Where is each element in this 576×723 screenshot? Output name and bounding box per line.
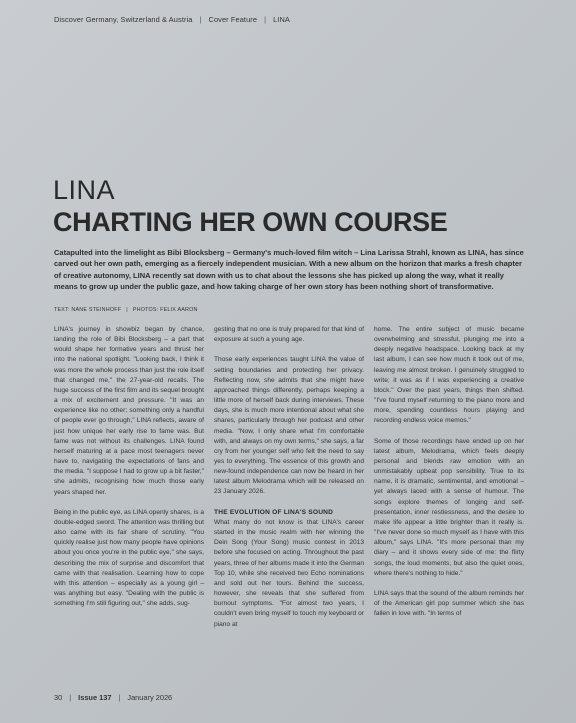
paragraph: Being in the public eye, as LINA openly shares, is a double-edged sword. The attention was thrilling but also came with its fair share of scrutiny. "You quickly realise just how many people have opinions about you once you're in the public eye," she says, describing the mix of surprise and discomfort that came with that realisation. Learning how to cope with this attention – especially as a young girl – was anything but easy. "Dealing with the public is something I'm still figuring out," she adds, sug- bbox=[54, 508, 204, 608]
article-title: CHARTING HER OWN COURSE bbox=[53, 207, 448, 237]
paragraph: home. The entire subject of music became overwhelming and stressful, plunging me into a deeply negative headspace. Looking back at my last album, I can see how much it took out of me, leaving me almost broken. I genuinely struggled to write; it was as if I was experiencing a creative block." Over the past years, things then shifted. "I've found myself returning to the piano more and more, spending countless hours playing and recording endless voice memos." bbox=[374, 326, 524, 425]
header-divider: | bbox=[264, 15, 267, 24]
standfirst: Catapulted into the limelight as Bibi Blocksberg – Germany's much-loved film witch – Lina Larissa Strahl, known as LINA, has since carved out her own path, emerging as a fiercely independent musician. With a new album on the horizon that marks a fresh chapter of creative autonomy, LINA recently sat down with us to chat about the lessons she has picked up along the way, what it really means to grow up under the public gaze, and how taking charge of her own story has been nothing short of transformative. bbox=[54, 248, 524, 292]
page-number: 30 bbox=[54, 693, 63, 702]
artist-name: LINA bbox=[53, 175, 116, 205]
running-header bbox=[54, 15, 290, 24]
credits-divider: | bbox=[126, 307, 128, 313]
article-column-1 bbox=[54, 325, 204, 620]
header-topic: LINA bbox=[273, 15, 290, 24]
header-divider: | bbox=[199, 15, 202, 24]
header-section: Discover Germany, Switzerland & Austria bbox=[54, 15, 193, 24]
article-column-2 bbox=[214, 325, 364, 640]
section-heading: THE EVOLUTION OF LINA'S SOUND bbox=[214, 508, 334, 516]
footer-divider: | bbox=[69, 693, 72, 702]
paragraph: LINA's journey in showbiz began by chance, landing the role of Bibi Blocksberg – a part that would shape her formative years and thrust her into the national spotlight. "Looking back, I think it was more the whole process than just the role itself that changed me," the 27-year-old recalls. The huge success of the first film and its sequel brought a mix of excitement and pressure. "It was an experience like no other; something only a handful of people ever go through," LINA reflects, aware of just how unique her early rise to fame was. But fame was not without its challenges. LINA found herself maturing at a pace most teenagers never have to, navigating the expectations of fans and the media. "I suppose I had to grow up a bit faster," she admits, recognising how much those early years shaped her. bbox=[54, 326, 204, 496]
credits bbox=[54, 307, 198, 313]
paragraph: Those early experiences taught LINA the value of setting boundaries and protecting her privacy. Reflecting now, she admits that she might have approached things differently, perhaps keeping a little more of herself back during interviews. These days, she is much more intentional about what she shares, particularly through her podcast and other media. "Now, I only share what I'm comfortable with, and always on my own terms," she says, a far cry from her younger self who felt the need to say yes to everything. The essence of this growth and new-found independence can now be heard in her latest album Melodrama which will be released on 23 January 2026. bbox=[214, 356, 364, 496]
paragraph: LINA says that the sound of the album reminds her of the American girl pop summer which she has fallen in love with. "In terms of bbox=[374, 590, 524, 618]
issue-date: January 2026 bbox=[127, 693, 173, 702]
paragraph: What many do not know is that LINA's career started in the music realm with her winning the Dein Song (Your Song) music contest in 2013 before she focused on acting. Throughout the past years, three of her albums made it into the German Top 10, while she received two Echo nominations and sold out her tours. Behind the success, however, she reveals that she suffered from burnout symptoms. "For almost two years, I couldn't even bring myself to touch my keyboard or piano at bbox=[214, 518, 364, 628]
paragraph: gesting that no one is truly prepared for that kind of exposure at such a young age. bbox=[214, 326, 364, 344]
footer-divider: | bbox=[118, 693, 121, 702]
header-feature: Cover Feature bbox=[208, 15, 258, 24]
page-footer bbox=[54, 693, 172, 702]
issue-number: Issue 137 bbox=[78, 693, 112, 702]
text-credit: TEXT: NANE STEINHOFF bbox=[54, 307, 122, 313]
article-column-3 bbox=[374, 325, 524, 630]
photo-credit: PHOTOS: FELIX AARON bbox=[132, 307, 198, 313]
paragraph: Some of those recordings have ended up on her latest album, Melodrama, which feels deeply personal and blends raw emotion with an unmistakably upbeat pop sensibility. True to its name, it is dramatic, sentimental, and emotional – yet always laced with a sense of humour. The songs explore themes of longing and self-presentation, inner restlessness, and the desire to make life appear a little brighter than it really is. "I've never done so much myself as I have with this album," says LINA. "It's more personal than my diary – and it shows every side of me: the flirty songs, the loud moments, but also the quiet ones, where there's nothing to hide." bbox=[374, 437, 524, 577]
